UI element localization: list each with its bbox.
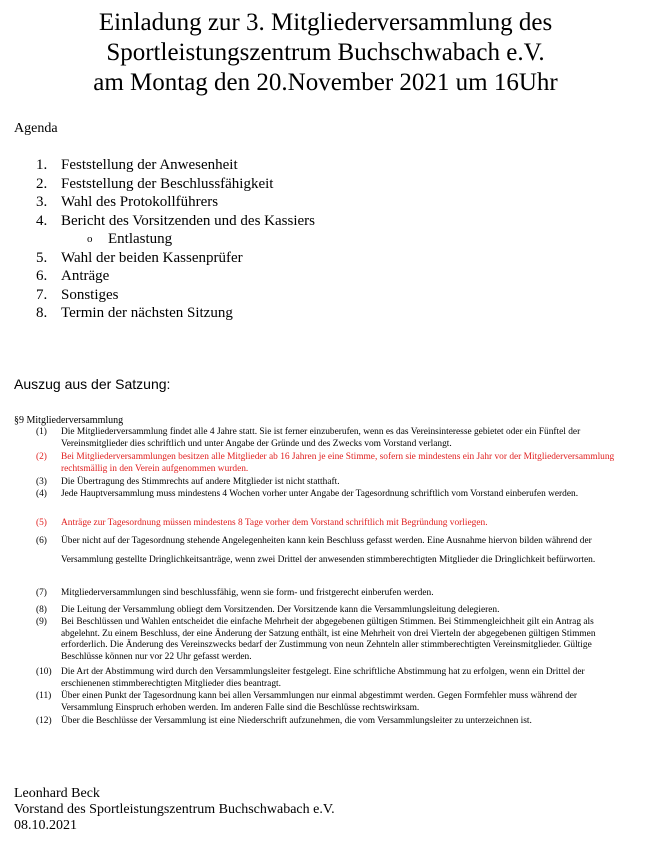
signature-block — [14, 786, 335, 834]
paragraph-number: (1) — [36, 427, 47, 437]
agenda-label: Agenda — [14, 121, 58, 136]
agenda-item-number: 2. — [36, 175, 48, 192]
agenda-item-number: 8. — [36, 305, 48, 321]
paragraph-text: Die Art der Abstimmung wird durch den Versammlungsleiter festgelegt. Eine schriftliche Abstimmung hat zu erfolgen, wenn ein Drittel der erschienenen stimmberechtigten Mitglieder dies beantragt. — [61, 667, 585, 689]
agenda-item-text: Anträge — [61, 268, 110, 284]
statute-excerpt-heading: Auszug aus der Satzung: — [14, 376, 171, 392]
paragraph-number: (3) — [36, 477, 47, 487]
section-heading: §9 Mitgliederversammlung — [14, 415, 124, 426]
paragraph-text: Jede Hauptversammlung muss mindestens 4 Wochen vorher unter Angabe der Tagesordnung schriftlich vom Vorstand einberufen werden. — [61, 489, 579, 499]
agenda-item-text: Sonstiges — [61, 286, 119, 303]
signatory-role: Vorstand des Sportleistungszentrum Buchschwabach e.V. — [14, 802, 335, 817]
agenda-item-text: Feststellung der Anwesenheit — [61, 157, 238, 173]
agenda-item-number: 4. — [36, 212, 48, 229]
paragraph-text: Über einen Punkt der Tagesordnung kann bei allen Versammlungen nur einmal abgestimmt werden. Gegen Formfehler muss während der Versammlung Einspruch erhoben werden. Im anderen Falle sind die Beschlüsse rechtswirksam. — [61, 691, 578, 713]
paragraph-text: Die Übertragung des Stimmrechts auf andere Mitglieder ist nicht statthaft. — [61, 477, 340, 487]
agenda-item-text: Bericht des Vorsitzenden und des Kassiers — [61, 212, 315, 229]
paragraph-text: Bei Beschlüssen und Wahlen entscheidet die einfache Mehrheit der abgegebenen gültigen Stimmen. Bei Stimmengleichheit gilt ein Antrag als abgelehnt. Zu einem Beschluss, der eine Änderung der Satzung enthält, ist eine Mehrheit von drei Vierteln der abgegebenen gültigen Stimmen erforderlich. Die Änderung des Vereinszwecks bedarf der Zustimmung von neun Zehnteln aller stimmberechtigten Vereinsmitglieder. Gültige Beschlüsse können nur vor 22 Uhr gefasst werden. — [61, 617, 596, 662]
agenda-item-text: Wahl der beiden Kassenprüfer — [61, 249, 243, 266]
document-title — [0, 8, 651, 98]
paragraph-text: Über nicht auf der Tagesordnung stehende Angelegenheiten kann kein Beschluss gefasst werden. Eine Ausnahme hiervon bilden während der Versammlung gestellte Dringlichkeitsanträge, wenn zwei Drittel der anwesenden stimmberechtigten Mitglieder die Dringlichkeit befürworten. — [61, 536, 596, 565]
paragraph-text: Die Leitung der Versammlung obliegt dem Vorsitzenden. Der Vorsitzende kann die Versammlungsleitung delegieren. — [61, 605, 500, 615]
title-line-2: Sportleistungszentrum Buchschwabach e.V. — [106, 39, 545, 66]
agenda-item-text: Wahl des Protokollführers — [61, 194, 219, 210]
agenda-item-number: 6. — [36, 268, 48, 284]
paragraph-number: (11) — [36, 691, 52, 701]
agenda-item-number: 7. — [36, 286, 48, 303]
agenda-item-number: 1. — [36, 157, 48, 173]
paragraph-number: (10) — [36, 667, 52, 677]
paragraph-text: Die Mitgliederversammlung findet alle 4 Jahre statt. Sie ist ferner einzuberufen, wenn es das Vereinsinteresse gebietet oder ein Fünftel der Vereinsmitglieder dies schriftlich und unter Angabe der Gründe und des Zwecks vom Vorstand verlangt. — [61, 427, 581, 449]
title-line-3: am Montag den 20.November 2021 um 16Uhr — [93, 69, 558, 96]
agenda-item-text: Feststellung der Beschlussfähigkeit — [61, 175, 274, 192]
paragraph-text: Über die Beschlüsse der Versammlung ist eine Niederschrift aufzunehmen, die vom Versammlungsleiter zu unterzeichnen ist. — [61, 716, 532, 726]
paragraph-text: Mitgliederversammlungen sind beschlussfähig, wenn sie form- und fristgerecht einberufen werden. — [61, 588, 434, 598]
paragraph-number: (6) — [36, 536, 47, 546]
title-line-1: Einladung zur 3. Mitgliederversammlung des — [98, 9, 553, 36]
signatory-name: Leonhard Beck — [14, 786, 100, 801]
signature-date: 08.10.2021 — [14, 818, 77, 833]
paragraph-number: (2) — [36, 452, 47, 462]
paragraph-number: (4) — [36, 489, 47, 499]
paragraph-number: (12) — [36, 716, 52, 726]
bullet-icon: o — [87, 233, 93, 245]
paragraph-text: Bei Mitgliederversammlungen besitzen alle Mitglieder ab 16 Jahren je eine Stimme, sofern sie mindestens ein Jahr vor der Mitgliederversammlung rechtsmällig in den Verein aufgenommen wurden. — [61, 452, 615, 474]
paragraph-number: (8) — [36, 605, 47, 615]
paragraph-number: (7) — [36, 588, 47, 598]
paragraph-number: (5) — [36, 518, 47, 528]
agenda-item-number: 3. — [36, 194, 48, 210]
agenda-subitem-text: Entlastung — [108, 231, 173, 247]
agenda-item-text: Termin der nächsten Sitzung — [61, 305, 233, 321]
paragraph-number: (9) — [36, 617, 47, 627]
agenda-item-number: 5. — [36, 249, 48, 266]
paragraph-text: Anträge zur Tagesordnung müssen mindestens 8 Tage vorher dem Vorstand schriftlich mit Begründung vorliegen. — [61, 518, 488, 528]
